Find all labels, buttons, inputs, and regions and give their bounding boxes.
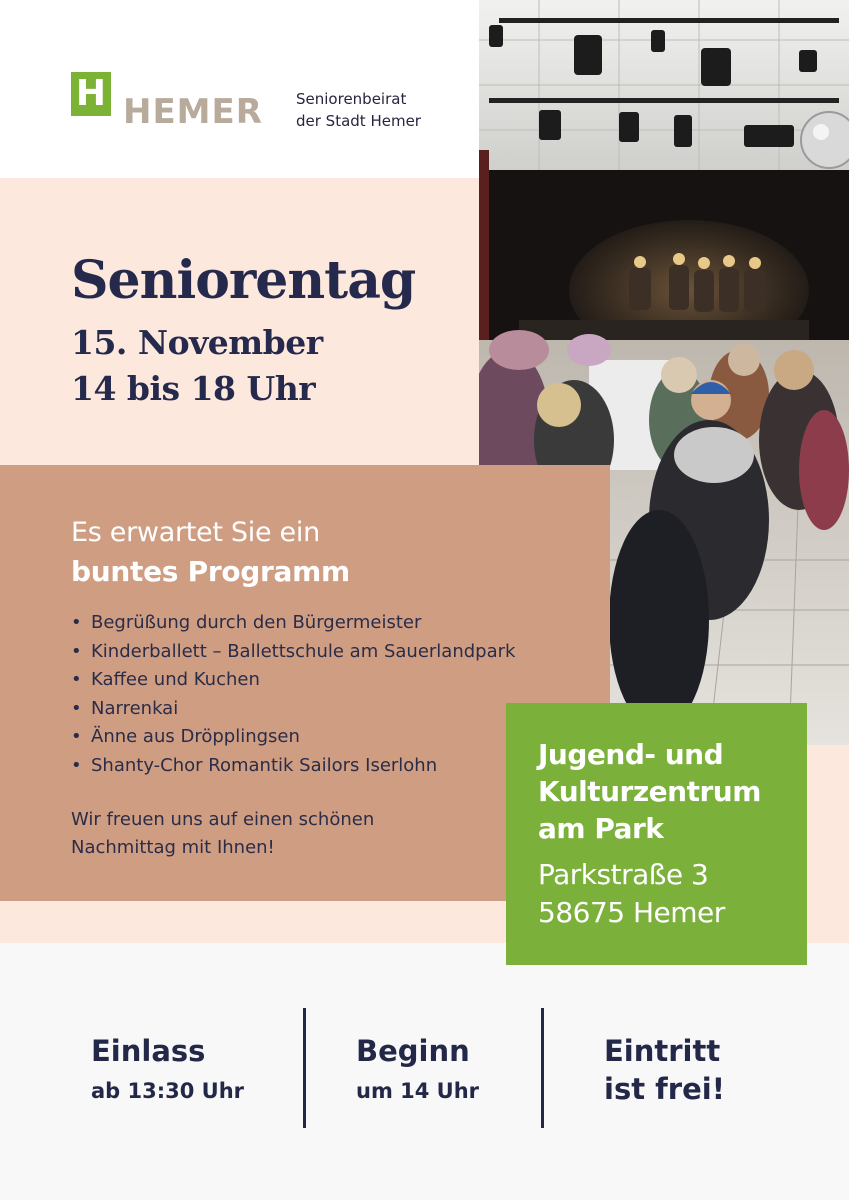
- logo-mark-letter: H: [75, 73, 107, 114]
- info-divider-2: [541, 1008, 544, 1128]
- program-outro-line1: Wir freuen uns auf einen schönen: [71, 809, 375, 830]
- venue-name: [538, 736, 761, 847]
- list-item: [71, 723, 515, 752]
- list-item: [71, 609, 515, 638]
- program-outro-line2: Nachmittag mit Ihnen!: [71, 837, 275, 858]
- entry-title: Einlass: [91, 1034, 206, 1068]
- list-item-text: Begrüßung durch den Bürgermeister: [91, 612, 422, 633]
- venue-street: Parkstraße 3: [538, 858, 709, 891]
- start-title: Beginn: [356, 1034, 470, 1068]
- logo-group: [71, 72, 111, 116]
- start-value: um 14 Uhr: [356, 1079, 480, 1103]
- info-divider-1: [303, 1008, 306, 1128]
- venue-name-line1: Jugend- und: [538, 738, 724, 771]
- venue-city: 58675 Hemer: [538, 896, 725, 929]
- program-headline: buntes Programm: [71, 555, 350, 588]
- organizer-line1: Seniorenbeirat: [296, 90, 407, 108]
- event-title: Seniorentag: [71, 250, 416, 311]
- program-list: [71, 609, 515, 780]
- program-intro: Es erwartet Sie ein: [71, 517, 320, 548]
- venue-name-line2: Kulturzentrum: [538, 775, 761, 808]
- list-item: [71, 638, 515, 667]
- venue-name-line3: am Park: [538, 812, 664, 845]
- organizer-line2: der Stadt Hemer: [296, 112, 421, 130]
- bullet-icon: •: [71, 640, 82, 662]
- list-item: [71, 752, 515, 781]
- list-item-text: Narrenkai: [91, 697, 179, 719]
- list-item-text: Kaffee und Kuchen: [91, 669, 260, 690]
- admission-line2: ist frei!: [604, 1072, 725, 1106]
- bullet-icon: •: [71, 697, 82, 719]
- bullet-icon: •: [71, 612, 82, 633]
- event-datetime: [71, 320, 323, 412]
- organizer: [296, 88, 421, 132]
- bullet-icon: •: [71, 726, 82, 747]
- admission-line1: Eintritt: [604, 1034, 721, 1068]
- list-item-text: Kinderballett – Ballettschule am Sauerlandpark: [91, 640, 516, 662]
- bullet-icon: •: [71, 754, 82, 776]
- list-item: [71, 695, 515, 724]
- list-item-text: Shanty-Chor Romantik Sailors Iserlohn: [91, 754, 438, 776]
- venue-address: [538, 856, 725, 932]
- logo-wordmark: HEMER: [123, 92, 263, 132]
- list-item: [71, 666, 515, 695]
- program-outro: [71, 806, 374, 862]
- event-time: 14 bis 18 Uhr: [71, 369, 316, 408]
- event-date: 15. November: [71, 323, 323, 362]
- list-item-text: Änne aus Dröpplingsen: [91, 726, 300, 747]
- logo-mark: [71, 72, 111, 116]
- bullet-icon: •: [71, 669, 82, 690]
- entry-value: ab 13:30 Uhr: [91, 1079, 245, 1103]
